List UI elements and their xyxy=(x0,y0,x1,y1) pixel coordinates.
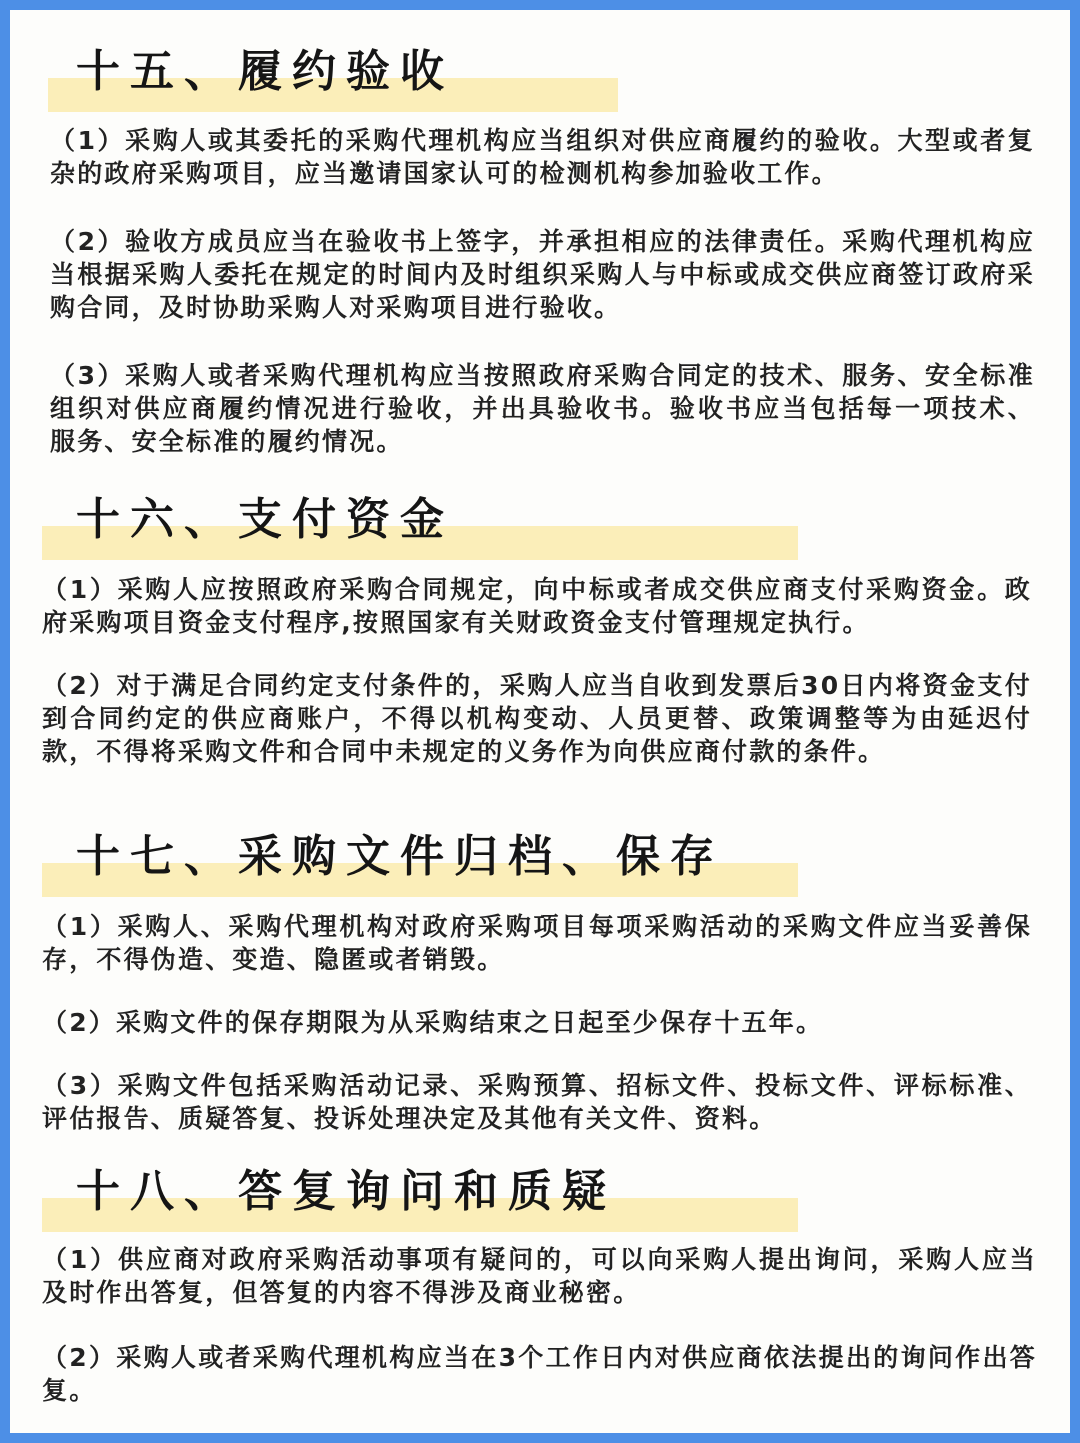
paragraph: （1）采购人、采购代理机构对政府采购项目每项采购活动的采购文件应当妥善保存，不得伪造、变造、隐匿或者销毁。 xyxy=(42,912,1032,974)
heading-title: 十五、履约验收 xyxy=(76,46,454,97)
paragraph: （2）对于满足合同约定支付条件的，采购人应当自收到发票后30日内将资金支付到合同约定的供应商账户，不得以机构变动、人员更替、政策调整等为由延迟付款，不得将采购文件和合同中未规定的义务作为向供应商付款的条件。 xyxy=(42,671,1032,766)
section-heading-17 xyxy=(42,825,812,905)
heading-title: 十八、答复询问和质疑 xyxy=(76,1166,616,1217)
paragraph: （2）采购人或者采购代理机构应当在3个工作日内对供应商依法提出的询问作出答复。 xyxy=(42,1343,1037,1405)
heading-title: 十七、采购文件归档、保存 xyxy=(76,831,724,882)
paragraph: （2）验收方成员应当在验收书上签字，并承担相应的法律责任。采购代理机构应当根据采购人委托在规定的时间内及时组织采购人与中标或成交供应商签订政府采购合同，及时协助采购人对采购项目进行验收。 xyxy=(50,227,1035,322)
section-heading-15 xyxy=(48,40,648,120)
paragraph: （1）供应商对政府采购活动事项有疑问的，可以向采购人提出询问，采购人应当及时作出答复，但答复的内容不得涉及商业秘密。 xyxy=(42,1245,1037,1307)
heading-title: 十六、支付资金 xyxy=(76,494,454,545)
section-heading-16 xyxy=(42,488,812,568)
section-heading-18 xyxy=(42,1160,812,1240)
paragraph: （3）采购文件包括采购活动记录、采购预算、招标文件、投标文件、评标标准、评估报告、质疑答复、投诉处理决定及其他有关文件、资料。 xyxy=(42,1071,1032,1133)
paragraph: （1）采购人或其委托的采购代理机构应当组织对供应商履约的验收。大型或者复杂的政府采购项目，应当邀请国家认可的检测机构参加验收工作。 xyxy=(50,126,1035,188)
paragraph: （3）采购人或者采购代理机构应当按照政府采购合同定的技术、服务、安全标准组织对供应商履约情况进行验收，并出具验收书。验收书应当包括每一项技术、 服务、安全标准的履约情况。 xyxy=(50,361,1035,456)
document-page xyxy=(10,10,1070,1433)
paragraph: （2）采购文件的保存期限为从采购结束之日起至少保存十五年。 xyxy=(42,1008,824,1037)
paragraph: （1）采购人应按照政府采购合同规定，向中标或者成交供应商支付采购资金。政府采购项目资金支付程序,按照国家有关财政资金支付管理规定执行。 xyxy=(42,575,1032,637)
